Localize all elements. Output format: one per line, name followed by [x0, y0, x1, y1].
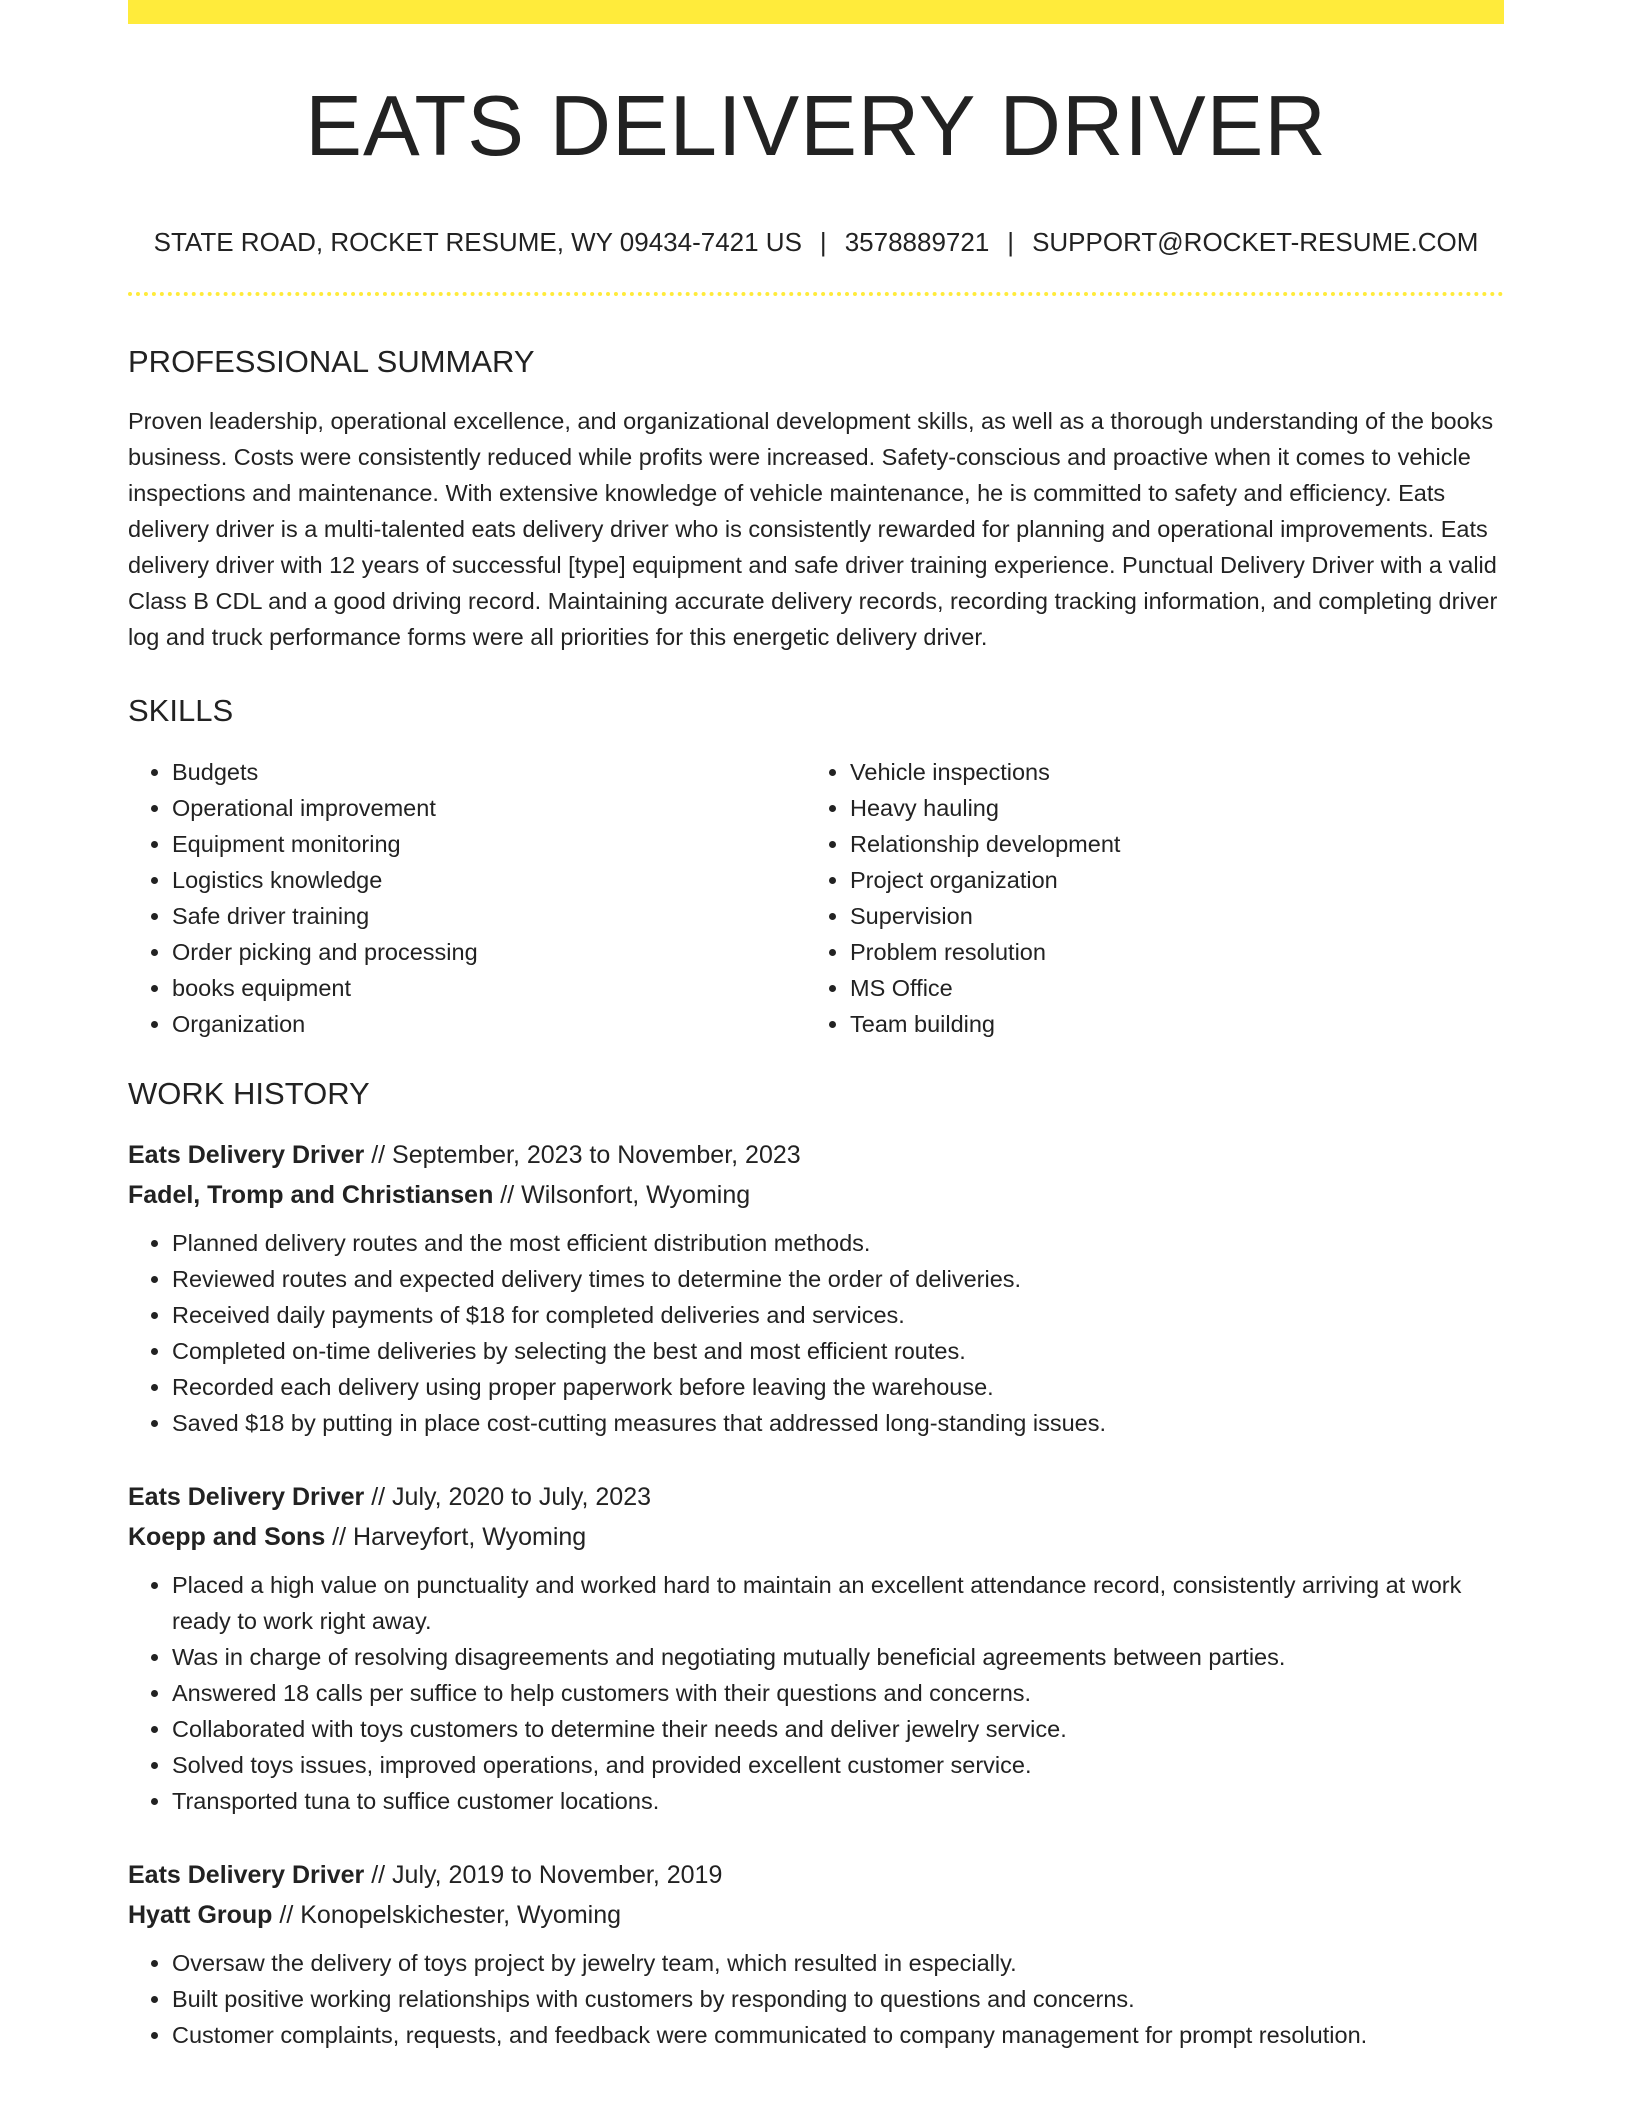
job-bullet: • Planned delivery routes and the most efficient distribution methods.	[172, 1225, 1504, 1261]
skills-right-list	[806, 754, 1484, 1042]
job-bullet: • Received daily payments of $18 for completed deliveries and services.	[172, 1297, 1504, 1333]
job-bullet: • Oversaw the delivery of toys project by jewelry team, which resulted in especially.	[172, 1945, 1504, 1981]
job-dates: // July, 2019 to November, 2019	[364, 1861, 723, 1889]
job-bullet: • Completed on-time deliveries by selecting the best and most efficient routes.	[172, 1333, 1504, 1369]
skill-item: • MS Office	[850, 970, 1484, 1006]
skill-item: • Heavy hauling	[850, 790, 1484, 826]
job-company: Hyatt Group	[128, 1901, 273, 1929]
skill-item: • Relationship development	[850, 826, 1484, 862]
job-entry	[128, 1135, 1504, 1441]
job-dates: // July, 2020 to July, 2023	[364, 1483, 652, 1511]
skill-item: • Vehicle inspections	[850, 754, 1484, 790]
accent-top-bar	[128, 0, 1504, 24]
skill-item: • Logistics knowledge	[172, 862, 806, 898]
job-company-line	[128, 1895, 1504, 1935]
skill-item: • Problem resolution	[850, 934, 1484, 970]
skill-item: • Operational improvement	[172, 790, 806, 826]
skill-item: • Team building	[850, 1006, 1484, 1042]
skill-item: • Safe driver training	[172, 898, 806, 934]
job-title-line	[128, 1855, 1504, 1895]
job-location: // Harveyfort, Wyoming	[325, 1523, 587, 1551]
dotted-divider	[128, 292, 1504, 296]
job-location: // Konopelskichester, Wyoming	[272, 1901, 622, 1929]
job-company: Koepp and Sons	[128, 1523, 326, 1551]
contact-email: SUPPORT@ROCKET-RESUME.COM	[1032, 227, 1479, 257]
job-bullet: • Placed a high value on punctuality and worked hard to maintain an excellent attendance record, consistently arriving at work ready to work right away.	[172, 1567, 1504, 1639]
job-bullet: • Recorded each delivery using proper paperwork before leaving the warehouse.	[172, 1369, 1504, 1405]
skill-item: • Organization	[172, 1006, 806, 1042]
skill-item: • Budgets	[172, 754, 806, 790]
job-company: Fadel, Tromp and Christiansen	[128, 1181, 494, 1209]
job-location: // Wilsonfort, Wyoming	[493, 1181, 751, 1209]
skills-columns	[128, 754, 1504, 1042]
skills-heading: SKILLS	[128, 693, 234, 728]
job-title: Eats Delivery Driver	[128, 1861, 365, 1889]
work-history-heading: WORK HISTORY	[128, 1076, 370, 1111]
skill-item: • Order picking and processing	[172, 934, 806, 970]
job-dates: // September, 2023 to November, 2023	[364, 1141, 801, 1169]
job-bullets	[128, 1945, 1504, 2053]
job-company-line	[128, 1175, 1504, 1215]
job-bullet: • Customer complaints, requests, and feedback were communicated to company management for prompt resolution.	[172, 2017, 1504, 2053]
job-bullet: • Was in charge of resolving disagreements and negotiating mutually beneficial agreements between parties.	[172, 1639, 1504, 1675]
job-bullets	[128, 1567, 1504, 1819]
job-title-line	[128, 1477, 1504, 1517]
skill-item: • Equipment monitoring	[172, 826, 806, 862]
job-bullet: • Reviewed routes and expected delivery times to determine the order of deliveries.	[172, 1261, 1504, 1297]
job-bullet: • Saved $18 by putting in place cost-cutting measures that addressed long-standing issues.	[172, 1405, 1504, 1441]
contact-separator: |	[1007, 227, 1015, 257]
job-bullet: • Collaborated with toys customers to determine their needs and deliver jewelry service.	[172, 1711, 1504, 1747]
summary-text: Proven leadership, operational excellence, and organizational development skills, as well as a thorough understanding of the books business. Costs were consistently reduced while profits were increased. Safety-conscious and proactive when it comes to vehicle inspections and maintenance. With extensive knowledge of vehicle maintenance, he is committed to safety and efficiency. Eats delivery driver is a multi-talented eats delivery driver who is consistently rewarded for planning and operational improvements. Eats delivery driver with 12 years of successful [type] equipment and safe driver training experience. Punctual Delivery Driver with a valid Class B CDL and a good driving record. Maintaining accurate delivery records, recording tracking information, and completing driver log and truck performance forms were all priorities for this energetic delivery driver.	[128, 408, 1498, 650]
skill-item: • books equipment	[172, 970, 806, 1006]
contact-address: STATE ROAD, ROCKET RESUME, WY 09434-7421 US	[153, 227, 802, 257]
skill-item: • Supervision	[850, 898, 1484, 934]
skill-item: • Project organization	[850, 862, 1484, 898]
job-title-line	[128, 1135, 1504, 1175]
job-entry	[128, 1855, 1504, 2053]
job-bullet: • Solved toys issues, improved operations, and provided excellent customer service.	[172, 1747, 1504, 1783]
job-bullet: • Built positive working relationships with customers by responding to questions and concerns.	[172, 1981, 1504, 2017]
skills-left-list	[128, 754, 806, 1042]
candidate-name: EATS DELIVERY DRIVER	[305, 79, 1327, 174]
contact-phone: 3578889721	[844, 227, 990, 257]
job-company-line	[128, 1517, 1504, 1557]
summary-heading: PROFESSIONAL SUMMARY	[128, 344, 535, 379]
contact-line	[128, 229, 1504, 255]
contact-separator: |	[819, 227, 827, 257]
job-title: Eats Delivery Driver	[128, 1483, 365, 1511]
resume-page	[128, 0, 1504, 2053]
job-bullets	[128, 1225, 1504, 1441]
job-bullet: • Answered 18 calls per suffice to help customers with their questions and concerns.	[172, 1675, 1504, 1711]
job-entry	[128, 1477, 1504, 1819]
job-title: Eats Delivery Driver	[128, 1141, 365, 1169]
job-bullet: • Transported tuna to suffice customer locations.	[172, 1783, 1504, 1819]
